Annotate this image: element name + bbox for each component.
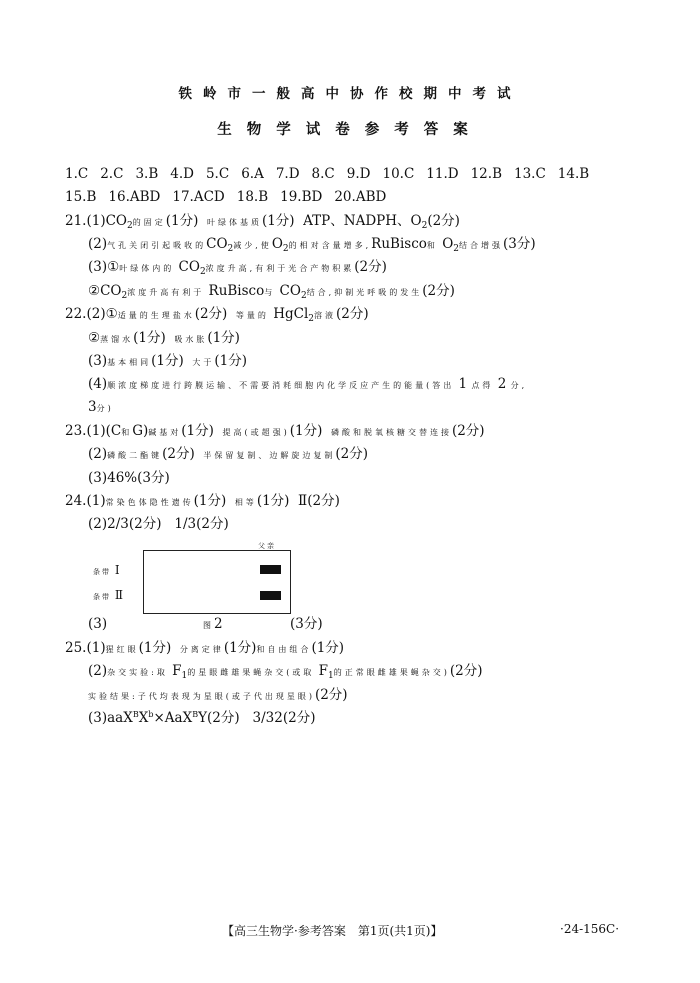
q24-figure-caption: 图2: [203, 616, 223, 632]
mc-answers-row-2: 15.B 16.ABD 17.ACD 18.B 19.BD 20.ABD: [65, 189, 387, 205]
q23-line-2: (2)磷酸二酯键(2分) 半保留复制、边解旋边复制(2分): [88, 446, 368, 462]
page-footer: 【高三生物学·参考答案 第1页(共1页)】: [222, 924, 443, 938]
q25-line-2: (2)杂交实验:取 $F_1$的星眼雌雄果蝇杂交(或取 $F_1$的正常眼雌雄果蝇杂交)(2分): [88, 663, 483, 681]
q25-line-4: $(3)aaX^BX^b\times AaX^BY(2$分) 3/32(2分): [88, 710, 316, 726]
q21-line-4: $②CO_2$浓度升高有利于 RuBisco与 $CO_2$结合,抑制光呼吸的发生(2分): [88, 283, 455, 301]
q21-line-3: (3)①叶绿体内的 $CO_2$浓度升高,有利于光合产物积累(2分): [88, 259, 387, 277]
exam-title: 铁岭市一般高中协作校期中考试: [178, 86, 522, 102]
document-code: ·24-156C·: [560, 922, 620, 936]
q24-line-3-score: (3分): [290, 616, 323, 632]
q25-line-1: 25.(1)猩红眼(1分) 分离定律(1分)和自由组合(1分): [65, 640, 345, 656]
q22-line-1: 22.(2)①适量的生理盐水(2分) 等量的 HgCl$_2$溶液(2分): [65, 306, 369, 324]
q22-line-4: (4)顺浓度梯度进行跨膜运输、不需要消耗细胞内化学反应产生的能量(答出 1 点得 2 分,: [88, 376, 528, 392]
q22-line-2: ②蒸馏水(1分) 吸水胀(1分): [88, 330, 240, 346]
gel-band-1: [260, 565, 281, 574]
q22-line-3: (3)基本相同(1分) 大于(1分): [88, 353, 247, 369]
q25-line-3: 实验结果:子代均表现为星眼(或子代出现星眼)(2分): [88, 687, 348, 703]
q21-line-1: $21.(1)CO_2$的固定(1分) 叶绿体基质(1分) ATP、NADPH、$O_2(2$分): [65, 213, 460, 231]
q23-line-3: (3)46%(3分): [88, 470, 170, 486]
q23-line-1: 23.(1)(C和G)碱基对(1分) 提高(或超强)(1分) 磷酸和脱氧核糖交替连接(2分): [65, 423, 485, 439]
gel-band-2: [260, 591, 281, 600]
answer-key-subtitle: 生物学试卷参考答案: [217, 121, 483, 138]
gel-band-label-1: 条带 Ⅰ: [93, 563, 120, 577]
gel-band-label-2: 条带 Ⅱ: [93, 588, 123, 602]
q22-line-5: 3分): [88, 399, 114, 415]
gel-lane-label: 父亲: [258, 542, 276, 550]
mc-answers-row-1: 1.C 2.C 3.B 4.D 5.C 6.A 7.D 8.C 9.D 10.C 11.D 12.B 13.C 14.B: [65, 166, 590, 182]
q24-line-2: (2)2/3(2分) 1/3(2分): [88, 516, 229, 532]
q21-line-2: (2)气孔关闭引起吸收的$CO_2$减少,使$O_2$的相对含量增多,RuBisco和 $O_2$结合增强(3分): [88, 236, 536, 254]
q24-line-3: (3): [88, 616, 108, 632]
q24-line-1: 24.(1)常染色体隐性遗传(1分) 相等(1分) Ⅱ(2分): [65, 493, 340, 509]
gel-electrophoresis-box: [143, 550, 291, 614]
